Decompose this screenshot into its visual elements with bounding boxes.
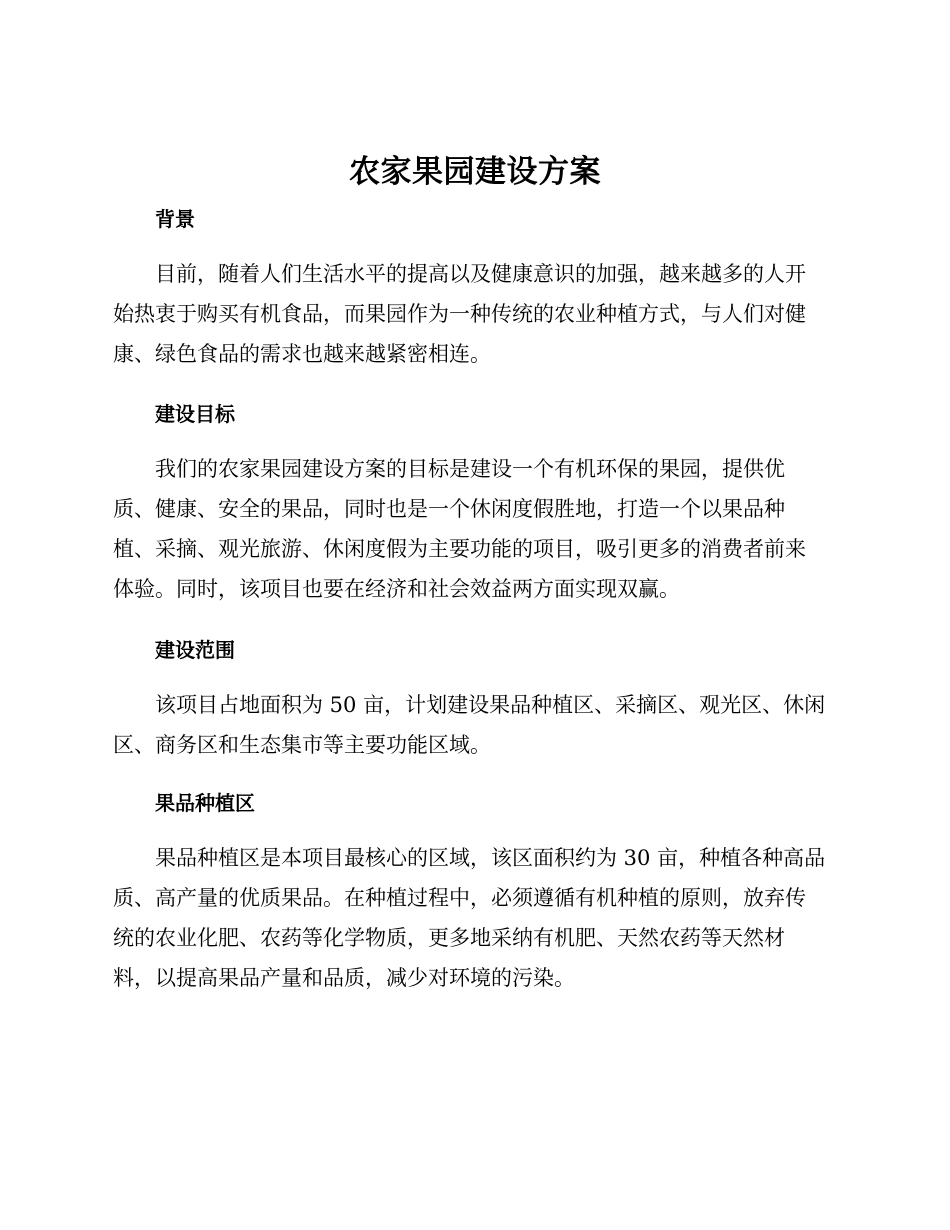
section-paragraph-planting-area	[113, 838, 843, 998]
paragraph-line: 质、健康、安全的果品，同时也是一个休闲度假胜地，打造一个以果品种	[113, 497, 785, 521]
paragraph-line: 区、商务区和生态集市等主要功能区域。	[113, 733, 491, 757]
document-title: 农家果园建设方案	[349, 154, 601, 190]
paragraph-line: 统的农业化肥、农药等化学物质，更多地采纳有机肥、天然农药等天然材	[113, 926, 785, 950]
paragraph-line: 始热衷于购买有机食品，而果园作为一种传统的农业种植方式，与人们对健	[113, 302, 806, 326]
paragraph-line: 目前，随着人们生活水平的提高以及健康意识的加强，越来越多的人开	[155, 262, 806, 286]
paragraph-line: 植、采摘、观光旅游、休闲度假为主要功能的项目，吸引更多的消费者前来	[113, 537, 806, 561]
paragraph-line: 该项目占地面积为 50 亩，计划建设果品种植区、采摘区、观光区、休闲	[155, 693, 826, 717]
paragraph-line: 康、绿色食品的需求也越来越紧密相连。	[113, 342, 491, 366]
section-heading-goals: 建设目标	[155, 402, 235, 426]
section-heading-scope: 建设范围	[155, 638, 235, 662]
section-heading-planting-area: 果品种植区	[155, 791, 255, 815]
paragraph-line: 我们的农家果园建设方案的目标是建设一个有机环保的果园，提供优	[155, 457, 785, 481]
paragraph-line: 果品种植区是本项目最核心的区域，该区面积约为 30 亩，种植各种高品	[155, 846, 826, 870]
section-paragraph-background	[113, 254, 843, 374]
section-heading-background: 背景	[155, 207, 195, 231]
paragraph-line: 料，以提高果品产量和品质，减少对环境的污染。	[113, 966, 575, 990]
section-paragraph-goals	[113, 449, 843, 609]
paragraph-line: 质、高产量的优质果品。在种植过程中，必须遵循有机种植的原则，放弃传	[113, 886, 806, 910]
section-paragraph-scope	[113, 685, 843, 765]
paragraph-line: 体验。同时，该项目也要在经济和社会效益两方面实现双赢。	[113, 577, 680, 601]
